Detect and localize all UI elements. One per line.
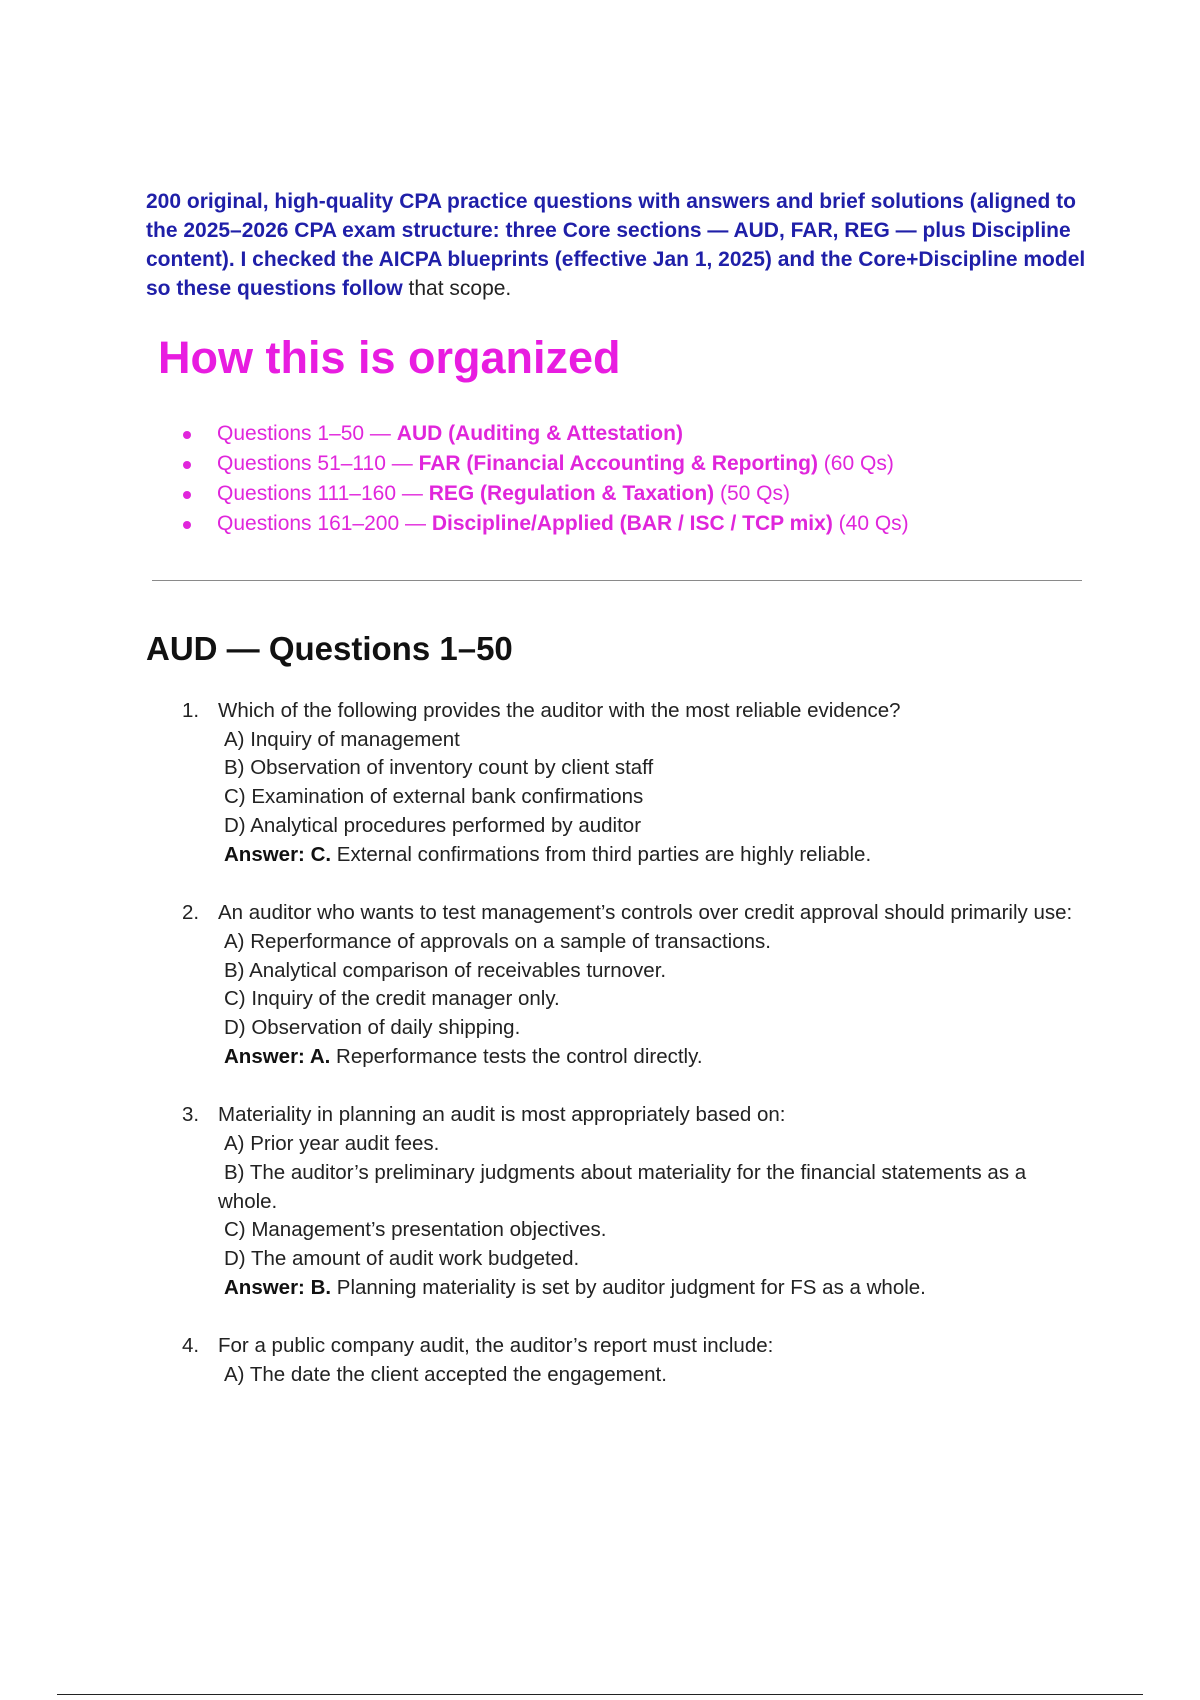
intro-plain-text: that scope. [402,277,512,300]
page-bottom-rule [57,1694,1143,1695]
organization-item-count: (50 Qs) [714,482,791,505]
question-text: For a public company audit, the auditor’s report must include: [218,1334,774,1358]
answer-line [218,841,1082,870]
answer-label: Answer: A. [224,1044,331,1068]
answer-option: B) Observation of inventory count by client staff [224,756,654,780]
answer-option: D) Analytical procedures performed by auditor [224,813,642,837]
answer-option: A) Inquiry of management [224,727,460,751]
organization-item [180,479,909,509]
answer-option: C) Inquiry of the credit manager only. [224,987,560,1011]
organization-item-count: (40 Qs) [832,512,909,535]
organization-item-section: AUD (Auditing & Attestation) [396,422,683,445]
question-item [182,899,1082,1071]
bullet-icon [183,491,191,499]
bullet-icon [183,431,191,439]
answer-explanation: Planning materiality is set by auditor judgment for FS as a whole. [331,1275,926,1299]
answer-option: C) Examination of external bank confirmations [224,785,644,809]
question-number: 2. [182,901,200,925]
answer-line [218,1274,1082,1303]
organization-heading: How this is organized [158,332,621,383]
answer-line [218,1043,1082,1072]
answer-explanation: External confirmations from third parties are highly reliable. [331,842,872,866]
organization-item-range: Questions 1–50 — [217,422,397,445]
bullet-icon [183,521,191,529]
answer-label: Answer: B. [224,1275,332,1299]
question-text: Materiality in planning an audit is most appropriately based on: [218,1103,786,1127]
intro-bold-text: 200 original, high-quality CPA practice questions with answers and brief solutions (aligned to the 2025–2026 CPA exam structure: three Core sections — AUD, FAR, REG — plus Discipline content). I checked the AICPA blueprints (effective Jan 1, 2025) and the Core+Discipline model so these questions follow [146,190,1086,300]
question-text: Which of the following provides the auditor with the most reliable evidence? [218,699,901,722]
horizontal-divider [152,580,1082,581]
answer-option: A) The date the client accepted the engagement. [224,1363,667,1387]
organization-list [180,419,909,539]
answer-option: C) Management’s presentation objectives. [224,1218,607,1242]
organization-item-range: Questions 51–110 — [217,452,419,475]
answer-label: Answer: C. [224,842,332,866]
question-item [182,697,1082,869]
bullet-icon [183,461,191,469]
aud-section-title: AUD — Questions 1–50 [146,630,513,667]
answer-option: D) The amount of audit work budgeted. [224,1246,580,1270]
answer-option: A) Reperformance of approvals on a sample of transactions. [224,929,771,953]
organization-item [180,449,909,479]
question-item [182,1332,1082,1389]
organization-item [180,509,909,539]
answer-option: B) The auditor’s preliminary judgments about materiality for the financial statements as a whole. [218,1160,1027,1213]
question-list [182,697,1082,1420]
answer-explanation: Reperformance tests the control directly. [330,1044,703,1068]
question-number: 3. [182,1103,200,1127]
organization-item [180,419,909,449]
question-number: 4. [182,1334,200,1358]
question-item [182,1101,1082,1302]
organization-item-section: FAR (Financial Accounting & Reporting) [418,452,818,475]
answer-option: A) Prior year audit fees. [224,1132,440,1156]
intro-paragraph [146,187,1086,303]
organization-item-section: Discipline/Applied (BAR / ISC / TCP mix) [431,512,833,535]
organization-item-count: (60 Qs) [817,452,894,475]
organization-item-section: REG (Regulation & Taxation) [428,482,715,505]
question-number: 1. [182,699,200,722]
organization-item-range: Questions 161–200 — [217,512,432,535]
organization-item-range: Questions 111–160 — [217,482,429,505]
answer-option: B) Analytical comparison of receivables turnover. [224,958,667,982]
answer-option: D) Observation of daily shipping. [224,1016,521,1040]
question-text: An auditor who wants to test management’s controls over credit approval should primarily use: [218,901,1073,925]
